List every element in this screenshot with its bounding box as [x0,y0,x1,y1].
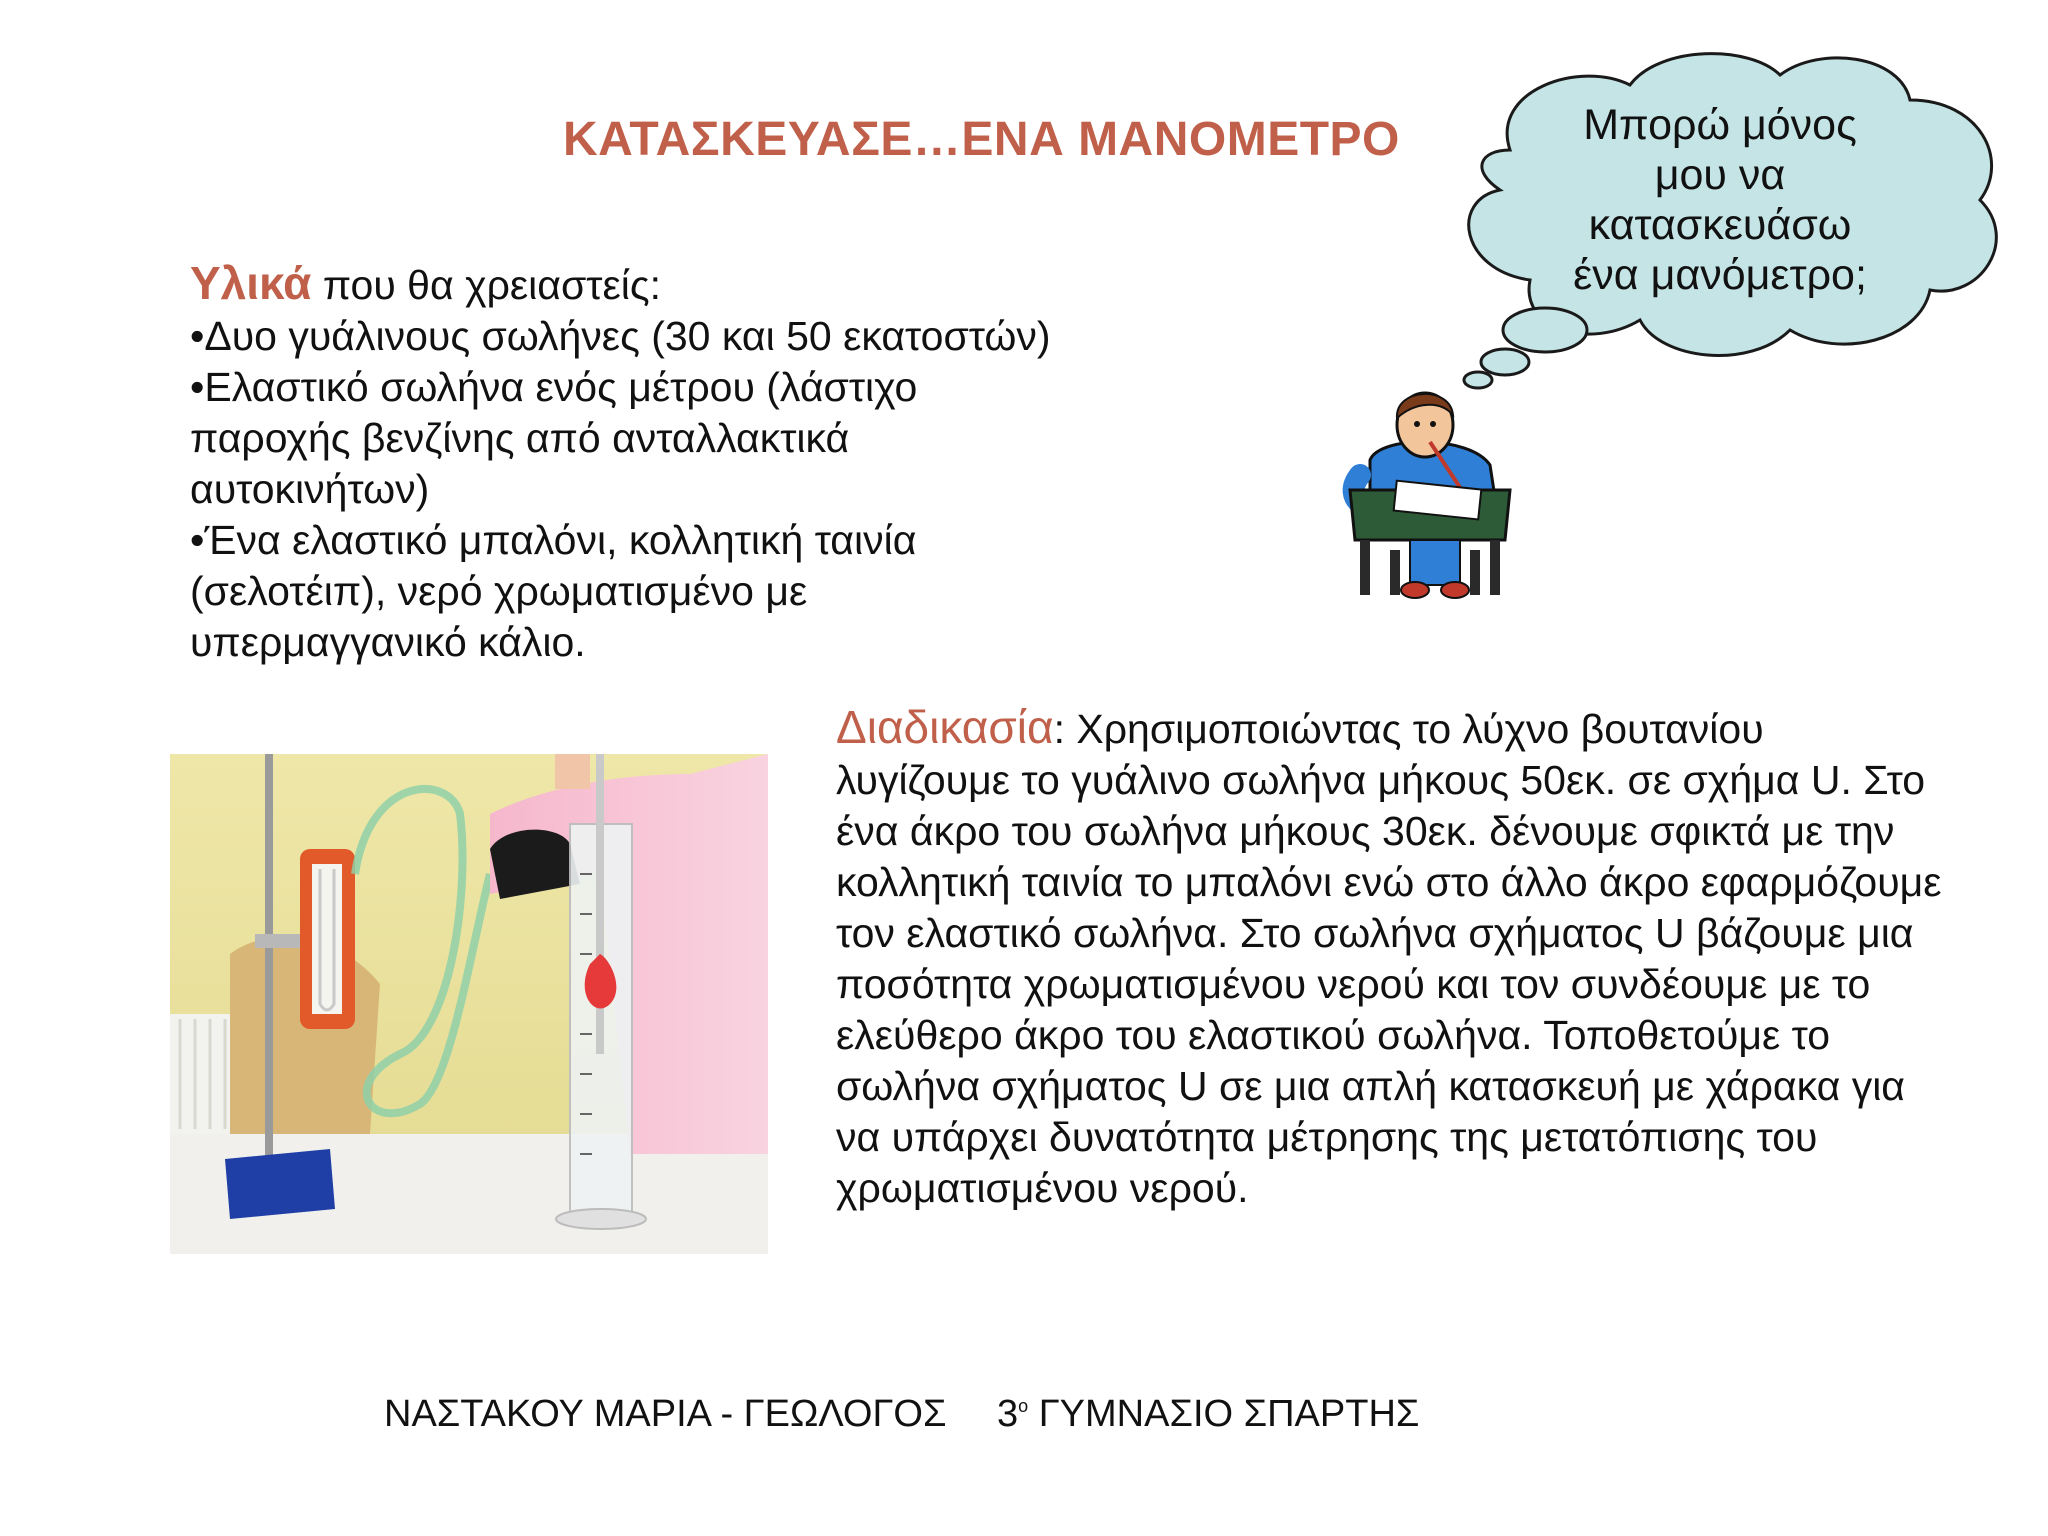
thought-line: ένα μανόμετρο; [1573,251,1867,299]
materials-heading-suffix: που θα χρειαστείς: [311,262,662,308]
manometer-photo [170,754,768,1254]
footer [384,1393,1419,1436]
footer-school-name: ΓΥΜΝΑΣΙΟ ΣΠΑΡΤΗΣ [1028,1393,1420,1435]
thought-line: Μπορώ μόνος [1583,101,1857,149]
footer-school-number: 3 [997,1393,1019,1435]
materials-item: •Ελαστικό σωλήνα ενός μέτρου (λάστιχο παροχής βενζίνης από ανταλλακτικά αυτοκινήτων) [190,364,918,512]
procedure-section [836,702,1946,1214]
footer-author: ΝΑΣΤΑΚΟΥ ΜΑΡΙΑ - ΓΕΩΛΟΓΟΣ [384,1393,947,1435]
materials-item: •Δυο γυάλινους σωλήνες (30 και 50 εκατοστών) [190,313,1051,359]
materials-section [190,258,1190,668]
materials-item: •Ένα ελαστικό μπαλόνι, κολλητική ταινία (σελοτέιπ), νερό χρωματισμένο με υπερμαγγανικό κάλιο. [190,517,917,665]
thought-line: μου να [1654,151,1786,199]
footer-school-sup: ο [1018,1396,1029,1416]
student-writing-icon [1330,380,1520,610]
materials-heading: Υλικά [190,257,312,309]
procedure-text: : Χρησιμοποιώντας το λύχνο βουτανίου λυγίζουμε το γυάλινο σωλήνα μήκους 50εκ. σε σχήμα U. Στο ένα άκρο του σωλήνα μήκους 30εκ. δένουμε σφικτά με την κολλητική ταινία το μπαλόνι ενώ στο άλλο άκρο εφαρμόζουμε τον ελαστικό σωλήνα. Στο σωλήνα σχήματος U βάζουμε μια ποσότητα χρωματισμένου νερού και τον συνδέουμε με το ελεύθερο άκρο του ελαστικού σωλήνα. Τοποθετούμε το σωλήνα σχήματος U σε μια απλή κατασκευή με χάρακα για να υπάρχει δυνατότητα μέτρησης της μετατόπισης του χρωματισμένου νερού. [836,706,1942,1211]
thought-line: κατασκευάσω [1588,201,1852,249]
page-title: ΚΑΤΑΣΚΕΥΑΣΕ…ΕΝΑ ΜΑΝΟΜΕΤΡΟ [563,113,1400,166]
procedure-heading: Διαδικασία [836,701,1054,753]
materials-heading-line [190,258,1190,311]
thought-bubble-text [1540,100,1900,300]
